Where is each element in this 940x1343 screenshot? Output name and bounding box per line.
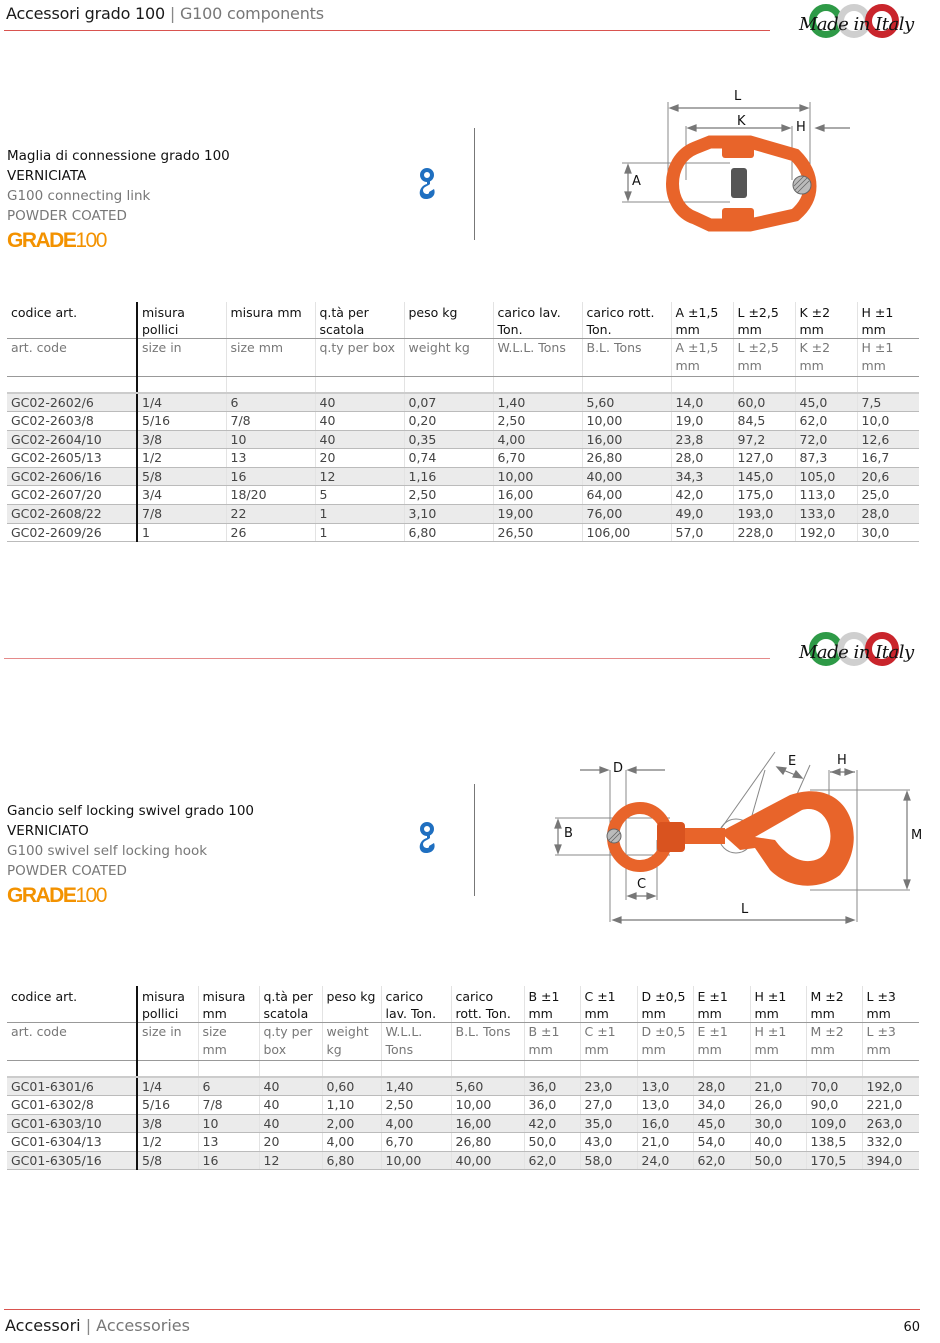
table-cell: 16 [198,1151,259,1170]
product-name-it: Gancio self locking swivel grado 100 [7,803,255,819]
made-in-italy-badge [795,628,925,684]
table-cell: 0,35 [404,430,493,449]
article-code-cell: GC02-2603/8 [7,412,137,431]
table-cell: 5/8 [137,1151,198,1170]
grade-100-logo: GRADE100 [7,229,106,252]
table-cell: 87,3 [795,449,857,468]
article-code-cell: GC02-2602/6 [7,393,137,412]
col-header: misura pollici [137,302,226,339]
product-name-en: G100 connecting link [7,188,151,204]
header-title-en: G100 components [179,4,324,23]
table-row [7,1114,919,1133]
table-cell: 6 [198,1077,259,1096]
table-row [7,412,919,431]
table-cell: 1 [315,523,404,542]
col-header: peso kg [322,986,381,1023]
table-cell: 27,0 [580,1096,637,1115]
table-cell: 4,00 [381,1114,451,1133]
table-cell: 12 [315,467,404,486]
col-header: L ±3 mm [862,986,919,1023]
table-cell: 0,20 [404,412,493,431]
table-cell: 26,80 [451,1133,524,1152]
col-header-en: D ±0,5 mm [637,1023,693,1061]
divider-line [474,784,475,896]
table-header-it [7,302,919,339]
table-cell: 10 [226,430,315,449]
table-cell: 13,0 [637,1096,693,1115]
table-cell: 3/8 [137,1114,198,1133]
col-header-en: q.ty per box [315,339,404,377]
table-cell: 62,0 [524,1151,580,1170]
col-header-en: B ±1 mm [524,1023,580,1061]
table-cell: 60,0 [733,393,795,412]
col-header-en: art. code [7,339,137,377]
col-header: L ±2,5 mm [733,302,795,339]
table-cell: 26,80 [582,449,671,468]
table-cell: 40,0 [750,1133,806,1152]
col-header: M ±2 mm [806,986,862,1023]
product-1-spec-table [7,302,919,542]
col-header: peso kg [404,302,493,339]
table-cell: 12 [259,1151,322,1170]
col-header: H ±1 mm [750,986,806,1023]
table-row [7,1077,919,1096]
col-header: codice art. [7,986,137,1023]
table-cell: 5,60 [582,393,671,412]
table-cell: 34,0 [693,1096,750,1115]
connecting-link-diagram [600,80,860,240]
table-cell: 84,5 [733,412,795,431]
col-header: misura pollici [137,986,198,1023]
table-cell: 28,0 [671,449,733,468]
table-cell: 2,00 [322,1114,381,1133]
table-cell: 22 [226,505,315,524]
table-cell: 40 [315,393,404,412]
table-cell: 35,0 [580,1114,637,1133]
table-cell: 0,60 [322,1077,381,1096]
col-header: misura mm [226,302,315,339]
table-cell: 193,0 [733,505,795,524]
product-finish-it: VERNICIATA [7,168,87,184]
table-header-it [7,986,919,1023]
col-header-en: H ±1 mm [857,339,919,377]
table-cell: 40 [259,1077,322,1096]
col-header-en: B.L. Tons [582,339,671,377]
table-cell: 6 [226,393,315,412]
table-cell: 7,5 [857,393,919,412]
table-cell: 34,3 [671,467,733,486]
table-cell: 16,00 [582,430,671,449]
table-cell: 192,0 [862,1077,919,1096]
table-cell: 145,0 [733,467,795,486]
table-row [7,505,919,524]
table-row [7,1096,919,1115]
table-cell: 5/8 [137,467,226,486]
table-cell: 1,40 [381,1077,451,1096]
col-header-en: size mm [226,339,315,377]
table-cell: 109,0 [806,1114,862,1133]
table-cell: 19,00 [493,505,582,524]
table-cell: 12,6 [857,430,919,449]
table-cell: 21,0 [750,1077,806,1096]
table-cell: 10 [198,1114,259,1133]
table-cell: 1,16 [404,467,493,486]
table-cell: 43,0 [580,1133,637,1152]
table-cell: 6,80 [322,1151,381,1170]
table-cell: 49,0 [671,505,733,524]
table-cell: 40 [259,1114,322,1133]
swivel-hook-diagram [540,740,940,930]
article-code-cell: GC02-2607/20 [7,486,137,505]
dim-label-D: D [613,761,624,776]
grade-100-logo: GRADE100 [7,884,106,907]
col-header-en: L ±2,5 mm [733,339,795,377]
article-code-cell: GC01-6302/8 [7,1096,137,1115]
col-header: D ±0,5 mm [637,986,693,1023]
table-cell: 30,0 [857,523,919,542]
table-cell: 2,50 [381,1096,451,1115]
col-header: carico rott. Ton. [582,302,671,339]
col-header: B ±1 mm [524,986,580,1023]
table-cell: 26 [226,523,315,542]
table-cell: 133,0 [795,505,857,524]
table-cell: 97,2 [733,430,795,449]
table-cell: 1/2 [137,449,226,468]
product-1-info [7,146,230,254]
article-code-cell: GC02-2606/16 [7,467,137,486]
table-header-en [7,339,919,377]
table-cell: 16 [226,467,315,486]
table-cell: 64,00 [582,486,671,505]
table-cell: 10,0 [857,412,919,431]
table-cell: 40 [315,430,404,449]
col-header: misura mm [198,986,259,1023]
table-cell: 2,50 [404,486,493,505]
article-code-cell: GC02-2604/10 [7,430,137,449]
col-header-en: E ±1 mm [693,1023,750,1061]
table-cell: 21,0 [637,1133,693,1152]
col-header-en: C ±1 mm [580,1023,637,1061]
dim-label-L: L [734,89,742,104]
table-cell: 62,0 [693,1151,750,1170]
table-cell: 28,0 [693,1077,750,1096]
table-cell: 0,07 [404,393,493,412]
table-cell: 16,0 [637,1114,693,1133]
table-cell: 263,0 [862,1114,919,1133]
header-title-it: Accessori grado 100 [6,4,165,23]
table-cell: 28,0 [857,505,919,524]
table-cell: 26,50 [493,523,582,542]
article-code-cell: GC02-2605/13 [7,449,137,468]
footer-separator: | [85,1316,92,1335]
col-header-en: W.L.L. Tons [493,339,582,377]
col-header: H ±1 mm [857,302,919,339]
product-finish-it: VERNICIATO [7,823,89,839]
made-in-italy-text: Made in Italy [799,14,914,35]
table-cell: 42,0 [671,486,733,505]
table-cell: 50,0 [524,1133,580,1152]
article-code-cell: GC01-6303/10 [7,1114,137,1133]
table-cell: 5/16 [137,412,226,431]
table-cell: 20 [259,1133,322,1152]
table-cell: 1 [137,523,226,542]
col-header-en: B.L. Tons [451,1023,524,1061]
hook-icon [414,168,438,202]
table-cell: 138,5 [806,1133,862,1152]
table-cell: 70,0 [806,1077,862,1096]
table-cell: 40 [315,412,404,431]
article-code-cell: GC01-6304/13 [7,1133,137,1152]
table-cell: 2,50 [493,412,582,431]
product-2-spec-table [7,986,919,1170]
table-row [7,1133,919,1152]
article-code-cell: GC02-2608/22 [7,505,137,524]
col-header: E ±1 mm [693,986,750,1023]
col-header-en: M ±2 mm [806,1023,862,1061]
table-cell: 1/2 [137,1133,198,1152]
dim-label-H: H [837,753,847,768]
article-code-cell: GC01-6305/16 [7,1151,137,1170]
table-cell: 105,0 [795,467,857,486]
dim-label-K: K [737,114,746,129]
col-header-en: K ±2 mm [795,339,857,377]
col-header: carico lav. Ton. [381,986,451,1023]
table-cell: 175,0 [733,486,795,505]
table-cell: 54,0 [693,1133,750,1152]
col-header: q.tà per scatola [315,302,404,339]
made-in-italy-badge [795,0,925,56]
col-header: C ±1 mm [580,986,637,1023]
table-cell: 26,0 [750,1096,806,1115]
table-cell: 3,10 [404,505,493,524]
dim-label-L: L [741,902,749,917]
dim-label-M: M [911,828,923,843]
table-cell: 10,00 [381,1151,451,1170]
dim-label-A: A [632,174,641,189]
col-header: A ±1,5 mm [671,302,733,339]
col-header-en: size in [137,339,226,377]
table-cell: 62,0 [795,412,857,431]
dim-label-H: H [796,120,806,135]
table-cell: 1/4 [137,1077,198,1096]
table-cell: 221,0 [862,1096,919,1115]
table-cell: 4,00 [322,1133,381,1152]
table-cell: 7/8 [137,505,226,524]
table-header-gap [7,1061,919,1077]
table-row [7,393,919,412]
table-row [7,430,919,449]
table-cell: 13 [226,449,315,468]
table-cell: 3/8 [137,430,226,449]
product-finish-en: POWDER COATED [7,208,127,224]
page-number: 60 [903,1320,920,1335]
table-cell: 10,00 [451,1096,524,1115]
product-2-info [7,801,254,909]
page-header [6,4,324,23]
section-rule [4,658,770,659]
table-row [7,467,919,486]
table-cell: 19,0 [671,412,733,431]
table-cell: 36,0 [524,1077,580,1096]
table-cell: 10,00 [493,467,582,486]
table-cell: 45,0 [795,393,857,412]
footer-rule [4,1309,920,1310]
col-header-en: size in [137,1023,198,1061]
col-header-en: q.ty per box [259,1023,322,1061]
table-cell: 192,0 [795,523,857,542]
col-header-en: weight kg [322,1023,381,1061]
table-cell: 16,7 [857,449,919,468]
table-cell: 23,0 [580,1077,637,1096]
col-header: K ±2 mm [795,302,857,339]
hook-icon [414,822,438,856]
header-rule [4,30,770,31]
product-finish-en: POWDER COATED [7,863,127,879]
dim-label-B: B [564,826,573,841]
table-cell: 1,40 [493,393,582,412]
table-row [7,523,919,542]
table-cell: 36,0 [524,1096,580,1115]
table-cell: 6,70 [493,449,582,468]
table-cell: 57,0 [671,523,733,542]
made-in-italy-text: Made in Italy [799,642,914,663]
divider-line [474,128,475,240]
table-cell: 1 [315,505,404,524]
col-header-en: art. code [7,1023,137,1061]
footer-title-en: Accessories [96,1316,190,1335]
table-row [7,486,919,505]
table-cell: 5 [315,486,404,505]
table-cell: 24,0 [637,1151,693,1170]
table-cell: 58,0 [580,1151,637,1170]
table-cell: 90,0 [806,1096,862,1115]
table-cell: 18/20 [226,486,315,505]
col-header-en: weight kg [404,339,493,377]
table-cell: 0,74 [404,449,493,468]
table-cell: 1,10 [322,1096,381,1115]
table-cell: 50,0 [750,1151,806,1170]
col-header: codice art. [7,302,137,339]
table-cell: 6,80 [404,523,493,542]
table-cell: 42,0 [524,1114,580,1133]
table-cell: 13,0 [637,1077,693,1096]
col-header: carico rott. Ton. [451,986,524,1023]
col-header: q.tà per scatola [259,986,322,1023]
table-cell: 20 [315,449,404,468]
table-cell: 7/8 [198,1096,259,1115]
table-cell: 127,0 [733,449,795,468]
article-code-cell: GC02-2609/26 [7,523,137,542]
col-header-en: A ±1,5 mm [671,339,733,377]
col-header-en: size mm [198,1023,259,1061]
table-cell: 13 [198,1133,259,1152]
table-cell: 5,60 [451,1077,524,1096]
col-header: carico lav. Ton. [493,302,582,339]
table-row [7,449,919,468]
dim-label-C: C [637,877,647,892]
table-cell: 20,6 [857,467,919,486]
table-row [7,1151,919,1170]
table-cell: 4,00 [493,430,582,449]
table-cell: 16,00 [451,1114,524,1133]
col-header-en: W.L.L. Tons [381,1023,451,1061]
table-cell: 6,70 [381,1133,451,1152]
table-cell: 40 [259,1096,322,1115]
table-cell: 16,00 [493,486,582,505]
page-footer [5,1316,190,1335]
table-header-gap [7,377,919,393]
article-code-cell: GC01-6301/6 [7,1077,137,1096]
table-cell: 170,5 [806,1151,862,1170]
table-cell: 76,00 [582,505,671,524]
col-header-en: L ±3 mm [862,1023,919,1061]
table-cell: 228,0 [733,523,795,542]
table-cell: 1/4 [137,393,226,412]
table-cell: 394,0 [862,1151,919,1170]
footer-title-it: Accessori [5,1316,81,1335]
table-cell: 40,00 [582,467,671,486]
product-name-en: G100 swivel self locking hook [7,843,208,859]
table-cell: 113,0 [795,486,857,505]
table-cell: 10,00 [582,412,671,431]
table-cell: 23,8 [671,430,733,449]
table-cell: 332,0 [862,1133,919,1152]
table-cell: 106,00 [582,523,671,542]
table-cell: 3/4 [137,486,226,505]
product-name-it: Maglia di connessione grado 100 [7,148,230,164]
col-header-en: H ±1 mm [750,1023,806,1061]
dim-label-E: E [788,754,797,769]
table-cell: 45,0 [693,1114,750,1133]
table-cell: 72,0 [795,430,857,449]
table-cell: 25,0 [857,486,919,505]
table-cell: 40,00 [451,1151,524,1170]
header-separator: | [169,4,176,23]
table-cell: 5/16 [137,1096,198,1115]
table-cell: 7/8 [226,412,315,431]
table-header-en [7,1023,919,1061]
table-cell: 14,0 [671,393,733,412]
table-cell: 30,0 [750,1114,806,1133]
